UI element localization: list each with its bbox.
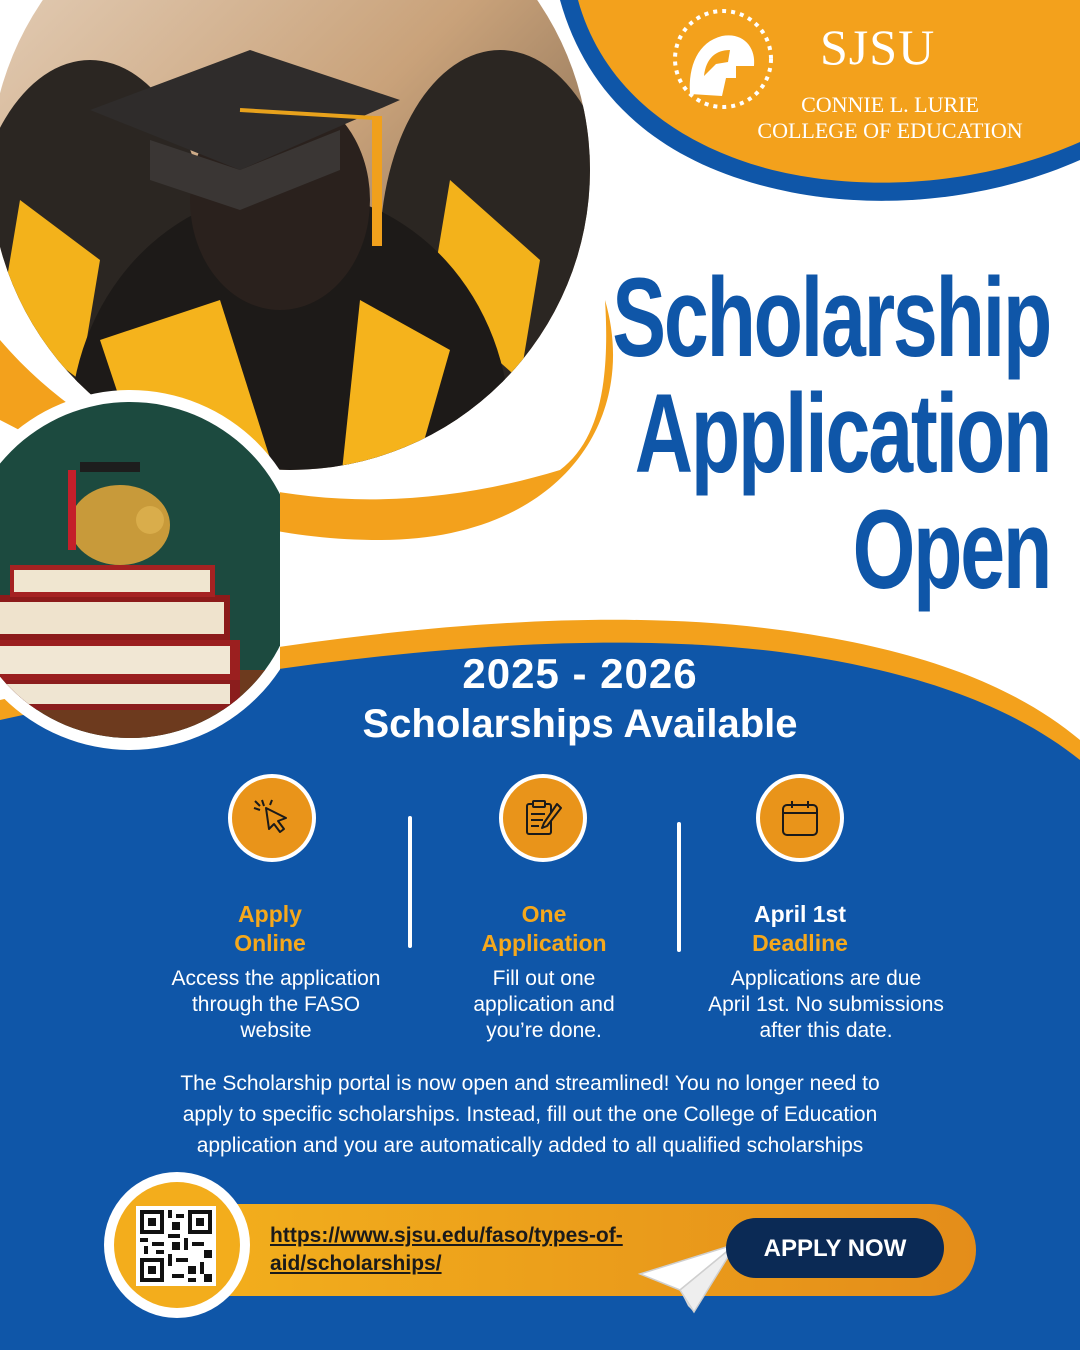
deadline-badge [756,774,844,862]
url-line2: aid/scholarships/ [270,1252,442,1275]
divider [677,822,681,952]
feature-desc-line: Access the application [171,967,381,990]
sjsu-logo [670,6,1070,146]
feature-title-apply-online [170,900,370,958]
college-name-line2: COLLEGE OF EDUCATION [757,118,1023,143]
feature-desc-one-application [424,966,664,1044]
headline [612,255,1050,612]
feature-desc-deadline [680,966,972,1044]
feature-title-line2: Deadline [752,930,848,956]
cursor-click-icon [250,796,294,840]
feature-desc-line: after this date. [759,1019,893,1042]
headline-line2: Application [634,371,1050,496]
feature-desc-line: Applications are due [730,967,922,990]
feature-title-deadline [700,900,900,958]
feature-desc-line: you’re done. [486,1019,602,1042]
headline-line1: Scholarship [612,255,1050,380]
apply-now-button[interactable]: APPLY NOW [726,1218,944,1278]
one-application-badge [499,774,587,862]
feature-desc-line: through the FASO [191,993,361,1016]
feature-title-line1: April 1st [753,901,847,927]
feature-title-line1: Apply [238,901,302,927]
qr-code-icon[interactable] [136,1206,216,1286]
apply-online-badge [228,774,316,862]
feature-desc-line: April 1st. No submissions [708,993,944,1016]
feature-title-one-application [444,900,644,958]
feature-title-line1: One [521,901,567,927]
college-name-line1: CONNIE L. LURIE [801,92,979,117]
scholarships-available-heading: Scholarships Available [362,702,798,746]
academic-years: 2025 - 2026 [462,650,698,697]
portal-description-line: The Scholarship portal is now open and streamlined! You no longer need to [180,1072,880,1095]
feature-title-line2: Application [481,930,607,956]
calendar-icon [778,796,822,840]
headline-line3: Open [852,487,1050,612]
books-piggy-bank-photo [0,380,280,760]
college-name [740,92,1040,144]
feature-desc-line: Fill out one [492,967,596,990]
url-line1: https://www.sjsu.edu/faso/types-of- [270,1224,623,1247]
university-name: SJSU [820,19,936,75]
portal-description-line: application and you are automatically added to all qualified scholarships [196,1134,864,1157]
feature-desc-apply-online [140,966,412,1044]
feature-desc-line: application and [473,993,615,1016]
feature-title-line2: Online [234,930,306,956]
feature-desc-line: website [240,1019,312,1042]
portal-description-line: apply to specific scholarships. Instead, fill out the one College of Education [182,1103,878,1126]
document-pen-icon [521,796,565,840]
divider [408,816,412,948]
portal-description [110,1068,950,1161]
